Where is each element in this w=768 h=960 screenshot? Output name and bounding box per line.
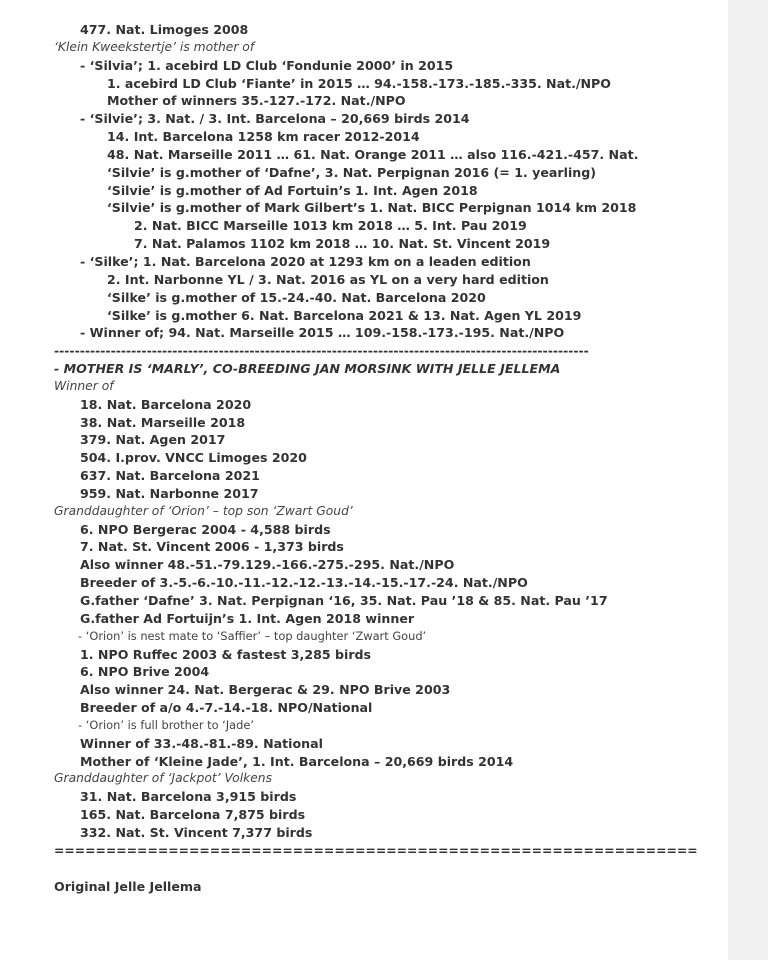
separator-line: ==============================================================	[54, 842, 698, 858]
text-line: Mother of winners 35.-127.-172. Nat./NPO	[107, 93, 406, 109]
text-line: 18. Nat. Barcelona 2020	[80, 396, 252, 412]
text-line: ‘Silke’ is g.mother 6. Nat. Barcelona 2021 & 13. Nat. Agen YL 2019	[107, 307, 582, 323]
note-line: - ‘Orion’ is nest mate to ‘Saffier’ – top daughter ‘Zwart Goud’	[78, 628, 427, 643]
text-line: - ‘Silvia’; 1. acebird LD Club ‘Fondunie 2000’ in 2015	[80, 57, 454, 73]
text-line: 1. acebird LD Club ‘Fiante’ in 2015 … 94.-158.-173.-185.-335. Nat./NPO	[107, 75, 611, 91]
section-heading: Granddaughter of ‘Orion’ – top son ‘Zwart Goud’	[54, 503, 353, 518]
text-line: ‘Silvie’ is g.mother of Mark Gilbert’s 1. Nat. BICC Perpignan 1014 km 2018	[107, 200, 637, 216]
scroll-gutter	[728, 0, 768, 960]
section-heading: Winner of	[54, 378, 114, 393]
text-line: 379. Nat. Agen 2017	[80, 432, 226, 448]
text-line: 6. NPO Brive 2004	[80, 664, 210, 680]
text-line: Breeder of a/o 4.-7.-14.-18. NPO/National	[80, 700, 373, 716]
text-line: 504. I.prov. VNCC Limoges 2020	[80, 450, 307, 466]
text-line: Mother of ‘Kleine Jade’, 1. Int. Barcelona – 20,669 birds 2014	[80, 753, 514, 769]
blank-line	[0, 860, 728, 878]
text-line: 959. Nat. Narbonne 2017	[80, 485, 259, 501]
text-line: Also winner 48.-51.-79.129.-166.-275.-295. Nat./NPO	[80, 557, 455, 573]
text-line: 2. Nat. BICC Marseille 1013 km 2018 … 5. Int. Pau 2019	[134, 218, 527, 234]
text-line: - Winner of; 94. Nat. Marseille 2015 … 109.-158.-173.-195. Nat./NPO	[80, 325, 565, 341]
text-line: G.father ‘Dafne’ 3. Nat. Perpignan ‘16, 35. Nat. Pau ’18 & 85. Nat. Pau ’17	[80, 593, 608, 608]
text-line: 48. Nat. Marseille 2011 … 61. Nat. Orange 2011 … also 116.-421.-457. Nat.	[107, 146, 639, 162]
text-line: - ‘Silvie’; 3. Nat. / 3. Int. Barcelona – 20,669 birds 2014	[80, 111, 470, 127]
text-line: 165. Nat. Barcelona 7,875 birds	[80, 807, 306, 823]
text-line: 7. Nat. St. Vincent 2006 - 1,373 birds	[80, 539, 344, 555]
text-line: 31. Nat. Barcelona 3,915 birds	[80, 789, 297, 805]
section-heading: Granddaughter of ‘Jackpot’ Volkens	[54, 771, 273, 786]
text-line: 1. NPO Ruffec 2003 & fastest 3,285 birds	[80, 646, 372, 662]
mother-heading: - MOTHER IS ‘MARLY’, CO-BREEDING JAN MORSINK WITH JELLE JELLEMA	[54, 361, 561, 377]
text-line: - ‘Silke’; 1. Nat. Barcelona 2020 at 1293 km on a leaden edition	[80, 253, 531, 269]
separator-line: --------------------------------------------------------------------------------------------------------	[54, 343, 589, 359]
note-line: - ‘Orion’ is full brother to ‘Jade’	[78, 717, 254, 732]
text-line: 7. Nat. Palamos 1102 km 2018 … 10. Nat. St. Vincent 2019	[134, 236, 551, 252]
text-line: 2. Int. Narbonne YL / 3. Nat. 2016 as YL on a very hard edition	[107, 271, 549, 287]
text-line: 637. Nat. Barcelona 2021	[80, 468, 260, 484]
document-body	[0, 21, 728, 895]
text-line: 38. Nat. Marseille 2018	[80, 414, 246, 430]
text-line: 477. Nat. Limoges 2008	[80, 22, 249, 37]
text-line: Original Jelle Jellema	[54, 878, 202, 894]
section-heading: ‘Klein Kweekstertje’ is mother of	[54, 39, 255, 54]
text-line: 6. NPO Bergerac 2004 - 4,588 birds	[80, 521, 331, 537]
text-line: G.father Ad Fortuijn’s 1. Int. Agen 2018 winner	[80, 610, 415, 626]
text-line: ‘Silvie’ is g.mother of Ad Fortuin’s 1. Int. Agen 2018	[107, 182, 478, 198]
text-line: Winner of 33.-48.-81.-89. National	[80, 735, 323, 751]
text-line: ‘Silvie’ is g.mother of ‘Dafne’, 3. Nat. Perpignan 2016 (= 1. yearling)	[107, 164, 596, 180]
text-line: Also winner 24. Nat. Bergerac & 29. NPO Brive 2003	[80, 682, 451, 698]
text-line: ‘Silke’ is g.mother of 15.-24.-40. Nat. Barcelona 2020	[107, 289, 486, 305]
text-line: Breeder of 3.-5.-6.-10.-11.-12.-12.-13.-14.-15.-17.-24. Nat./NPO	[80, 575, 528, 591]
text-line: 14. Int. Barcelona 1258 km racer 2012-2014	[107, 129, 420, 145]
text-line: 332. Nat. St. Vincent 7,377 birds	[80, 824, 313, 840]
